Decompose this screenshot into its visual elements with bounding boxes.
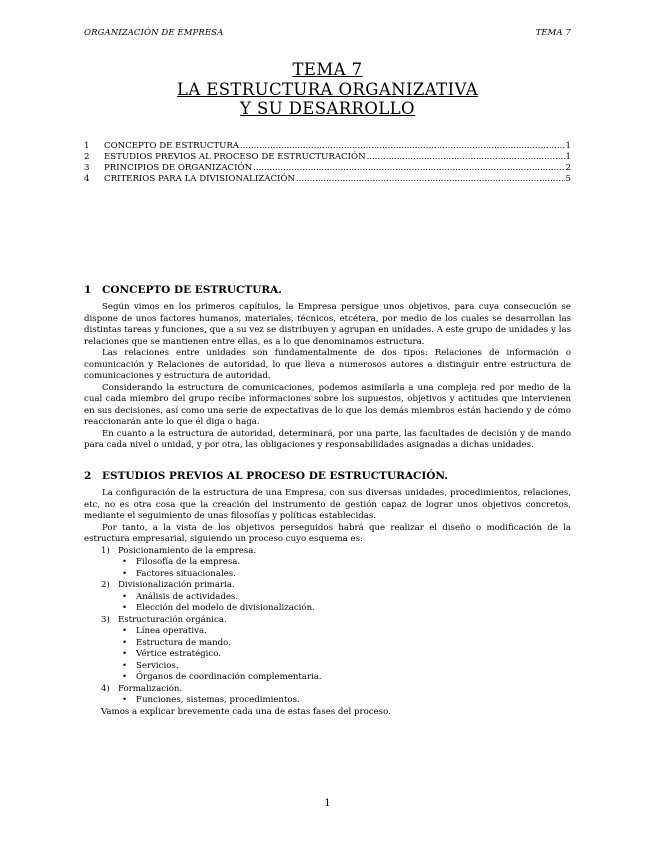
title-line-3: Y SU DESARROLLO [240,99,415,118]
subitem-text: Filosofía de la empresa. [136,557,241,567]
subitem-text: Vértice estratégico. [136,649,221,659]
subitem-text: Servicios. [136,660,179,671]
section-title: ESTUDIOS PREVIOS AL PROCESO DE ESTRUCTURACIÓN. [102,470,448,482]
toc-entry-number: 3 [84,163,90,173]
phase-subitem [84,603,571,615]
section-number: 2 [84,470,92,482]
toc-entry-page: 2 [565,163,571,173]
phase-subitem [84,569,571,581]
subitem-text: Análisis de actividades. [136,591,239,602]
subitem-text: Elección del modelo de divisionalización. [136,603,315,613]
toc-entry-number: 1 [84,141,90,151]
toc-leader-dots [253,163,564,174]
subitem-text: Línea operativa. [136,626,207,636]
subitem-text: Estructura de mando. [136,637,231,648]
bullet-icon: • [122,695,128,705]
bullet-icon: • [122,672,128,682]
header-right: TEMA 7 [535,28,571,38]
paragraph: Las relaciones entre unidades son fundamentalmente de dos tipos: Relaciones de información o comunicación y Relaciones de autoridad, lo que lleva a numerosos autores a distinguir entre estructura de comunicaciones y estructura de autoridad. [84,348,571,381]
process-phase-list [84,546,571,707]
phase-number: 1) [101,545,110,556]
phase-item [84,615,571,627]
bullet-icon: • [122,557,128,567]
toc-entry-page: 1 [565,141,571,151]
toc-entry-title: ESTUDIOS PREVIOS AL PROCESO DE ESTRUCTURACIÓN [104,152,366,162]
header-left: ORGANIZACIÓN DE EMPRESA [84,28,224,38]
phase-item [84,684,571,696]
bullet-icon: • [122,626,128,636]
title-line-1: TEMA 7 [292,60,363,79]
phase-number: 2) [101,580,110,590]
section-estudios-previos [84,470,571,718]
section-number: 1 [84,284,92,296]
paragraph: La configuración de la estructura de una Empresa, con sus diversas unidades, procedimientos, relaciones, etc, no es otra cosa que la creación del instrumento de gestión capaz de lograr unos objetivos concretos, mediante el seguimiento de unas filosofías y políticas establecidas. [84,488,571,521]
toc-leader-dots [367,152,565,163]
toc-entry[interactable] [84,174,571,185]
toc-entry-title: PRINCIPIOS DE ORGANIZACIÓN [104,163,253,173]
section-heading [84,470,571,483]
section-title: CONCEPTO DE ESTRUCTURA. [102,284,282,296]
section-heading [84,284,571,297]
phase-item [84,580,571,592]
toc-entry[interactable] [84,163,571,174]
phase-subitem [84,638,571,650]
phase-subitem [84,592,571,604]
phase-subitem [84,557,571,569]
running-header [84,28,571,38]
toc-entry-page: 1 [565,152,571,162]
paragraph: Considerando la estructura de comunicaciones, podemos asimilarla a una compleja red por medio de la cual cada miembro del grupo recibe informaciones sobre los supuestos, objetivos y actitudes que intervienen en sus decisiones, así como una serie de expectativas de lo que los demás miembros están haciendo y de cómo reaccionarán ante lo que él diga o haga. [84,382,571,427]
phase-subitem [84,695,571,707]
phase-subitem [84,626,571,638]
subitem-text: Órganos de coordinación complementaria. [136,672,322,682]
toc-leader-dots [240,141,565,152]
paragraph: En cuanto a la estructura de autoridad, determinará, por una parte, las facultades de decisión y de mando para cada nivel o unidad, y por otra, las obligaciones y responsabilidades asignadas a dichas unidades. [84,428,571,450]
toc-entry-title: CONCEPTO DE ESTRUCTURA [104,141,240,151]
paragraph: Según vimos en los primeros capítulos, la Empresa persigue unos objetivos, para cuya consecución se dispone de unos factores humanos, materiales, técnicos, etcétera, por medio de los cuales se desarrollan las distintas tareas y funciones, que a su vez se distribuyen y agrupan en unidades. A este grupo de unidades y las relaciones que se mantienen entre ellas, es a lo que denominamos estructura. [84,302,571,347]
bullet-icon: • [122,568,128,579]
bullet-icon: • [122,637,128,648]
subitem-text: Factores situacionales. [136,568,236,579]
title-line-2: LA ESTRUCTURA ORGANIZATIVA [176,79,479,99]
bullet-icon: • [122,649,128,659]
phase-subitem [84,672,571,684]
phase-item [84,546,571,558]
title-block [0,60,655,119]
phase-label: Estructuración orgánica. [118,614,227,625]
paragraph: Por tanto, a la vista de los objetivos perseguidos habrá que realizar el diseño o modificación de la estructura empresarial, siguiendo un proceso cuyo esquema es: [84,522,571,544]
section-concepto [84,284,571,452]
toc-entry-number: 2 [84,152,90,162]
toc-leader-dots [296,174,565,185]
toc-entry-number: 4 [84,174,90,184]
toc-entry-page: 5 [565,174,571,184]
subitem-text: Funciones, sistemas, procedimientos. [136,695,300,705]
phase-number: 4) [101,683,110,694]
phase-subitem [84,649,571,661]
phase-label: Formalización. [118,683,183,694]
bullet-icon: • [122,591,128,602]
toc-entry[interactable] [84,141,571,152]
table-of-contents [84,141,571,185]
toc-entry-title: CRITERIOS PARA LA DIVISIONALIZACIÓN [104,174,295,184]
closing-sentence: Vamos a explicar brevemente cada una de estas fases del proceso. [101,706,391,717]
page-number: 1 [324,798,331,809]
bullet-icon: • [122,603,128,613]
phase-label: Divisionalización primaria. [118,580,235,590]
phase-subitem [84,661,571,673]
phase-number: 3) [101,614,110,625]
toc-entry[interactable] [84,152,571,163]
bullet-icon: • [122,660,128,671]
phase-label: Posicionamiento de la empresa. [118,545,257,556]
